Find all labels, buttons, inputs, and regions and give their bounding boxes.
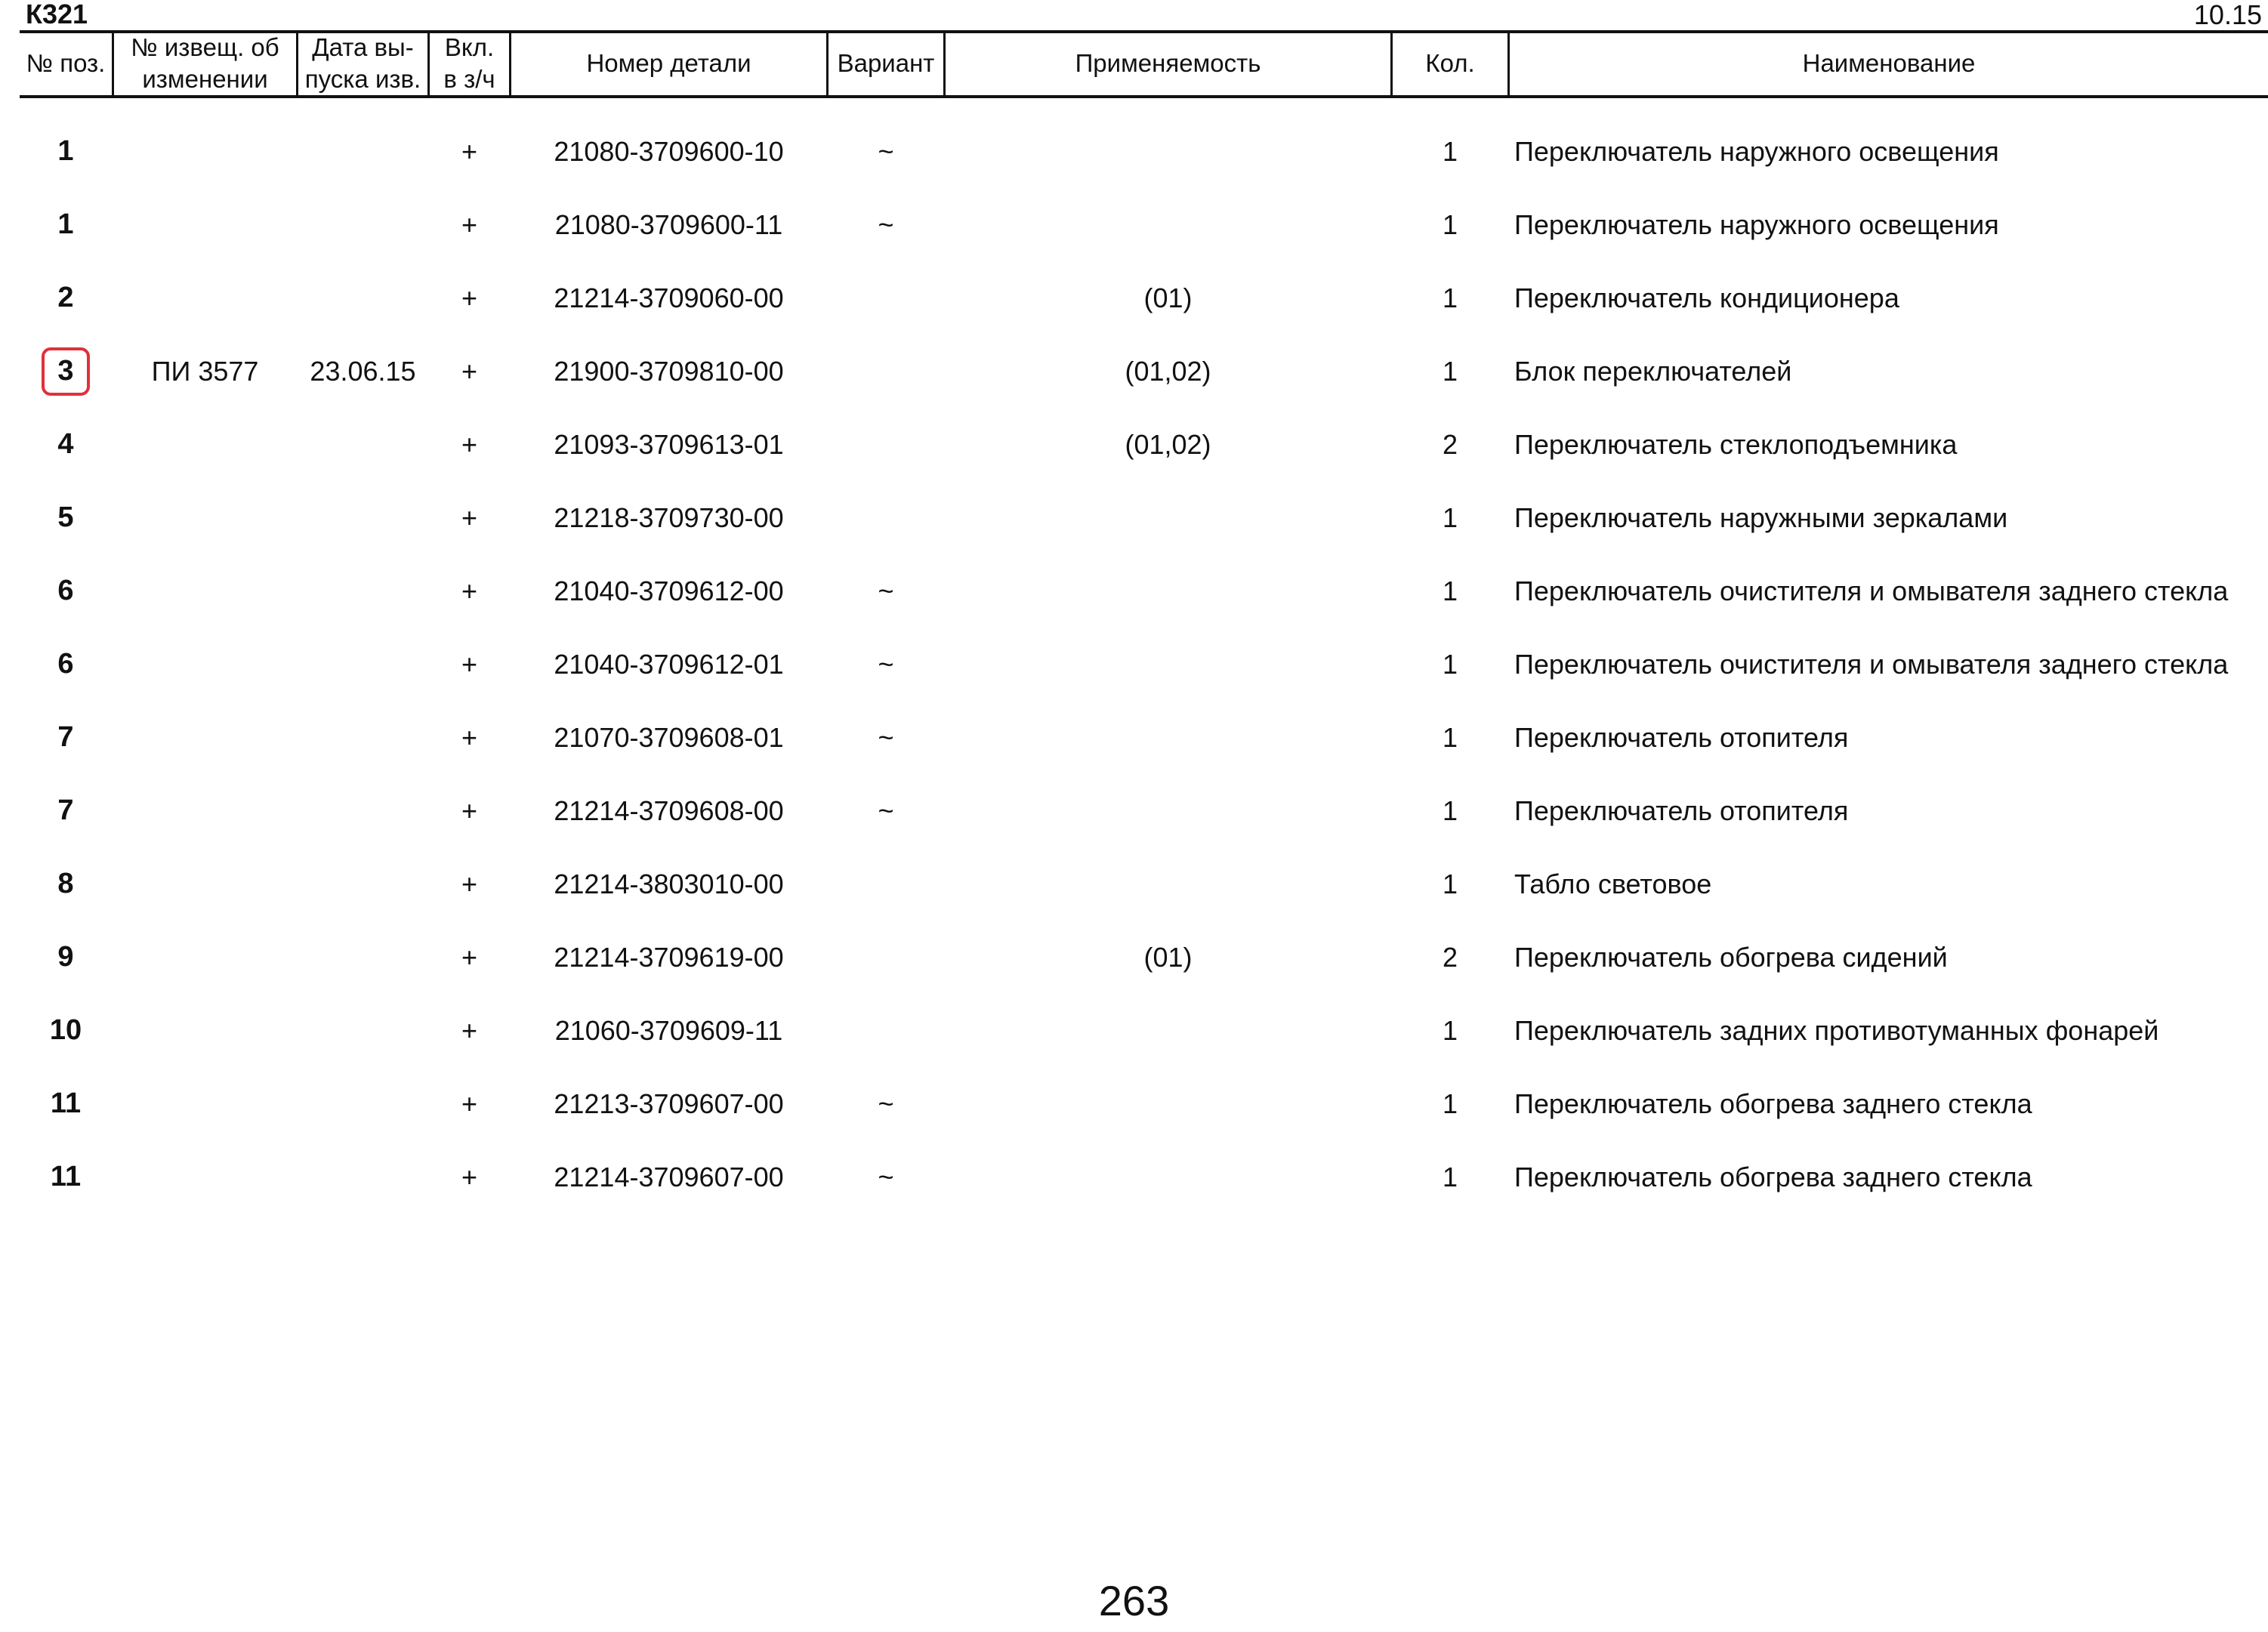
part-no-value: 21214-3709619-00 — [554, 941, 784, 973]
qty-value: 1 — [1442, 868, 1458, 899]
part-no-value: 21080-3709600-10 — [554, 135, 784, 167]
cell-notice — [114, 408, 296, 481]
included-value: + — [461, 1161, 478, 1192]
included-value: + — [461, 1087, 478, 1119]
qty-value: 2 — [1442, 428, 1458, 460]
table-row — [0, 408, 2268, 481]
cell-notice — [114, 701, 296, 774]
qty-value: 1 — [1442, 1161, 1458, 1192]
cell-applicability — [946, 188, 1390, 261]
cell-part-no — [511, 1067, 826, 1140]
cell-part-no — [511, 994, 826, 1067]
cell-variant — [829, 774, 943, 847]
cell-pos — [20, 994, 112, 1067]
cell-qty — [1393, 774, 1507, 847]
cell-qty — [1393, 188, 1507, 261]
variant-value: ~ — [878, 575, 894, 606]
cell-applicability — [946, 994, 1390, 1067]
cell-issue-date — [298, 921, 427, 994]
cell-notice — [114, 261, 296, 335]
pos-value: 10 — [49, 1014, 82, 1046]
cell-applicability — [946, 335, 1390, 408]
variant-value: ~ — [878, 135, 894, 167]
cell-issue-date — [298, 335, 427, 408]
table-row — [0, 701, 2268, 774]
cell-part-no — [511, 701, 826, 774]
cell-pos — [20, 1067, 112, 1140]
cell-applicability — [946, 921, 1390, 994]
included-value: + — [461, 282, 478, 313]
cell-included — [430, 921, 509, 994]
qty-value: 1 — [1442, 208, 1458, 240]
column-header-qty: Кол. — [1425, 49, 1475, 77]
cell-qty — [1393, 628, 1507, 701]
cell-issue-date — [298, 188, 427, 261]
cell-applicability — [946, 701, 1390, 774]
cell-pos — [20, 847, 112, 921]
variant-value: ~ — [878, 1087, 894, 1119]
name-value: Переключатель обогрева заднего стекла — [1514, 1161, 2032, 1192]
cell-qty — [1393, 554, 1507, 628]
pos-value: 7 — [57, 794, 74, 826]
cell-name — [1514, 921, 2266, 994]
cell-included — [430, 408, 509, 481]
included-value: + — [461, 941, 478, 973]
name-value: Переключатель обогрева заднего стекла — [1514, 1087, 2032, 1119]
cell-applicability — [946, 628, 1390, 701]
cell-issue-date — [298, 701, 427, 774]
table-header-bottom-rule — [20, 95, 2268, 98]
cell-qty — [1393, 335, 1507, 408]
cell-applicability — [946, 1140, 1390, 1214]
cell-pos — [20, 335, 112, 408]
part-no-value: 21214-3709607-00 — [554, 1161, 784, 1192]
cell-issue-date — [298, 554, 427, 628]
cell-issue-date — [298, 774, 427, 847]
name-value: Переключатель обогрева сидений — [1514, 941, 1948, 973]
included-value: + — [461, 135, 478, 167]
qty-value: 1 — [1442, 1014, 1458, 1046]
cell-included — [430, 188, 509, 261]
cell-applicability — [946, 261, 1390, 335]
cell-name — [1514, 481, 2266, 554]
pos-value: 7 — [57, 721, 74, 753]
cell-name — [1514, 994, 2266, 1067]
cell-notice — [114, 921, 296, 994]
pos-value: 6 — [57, 575, 74, 606]
cell-qty — [1393, 261, 1507, 335]
catalog-code: К321 — [26, 0, 88, 29]
cell-issue-date — [298, 408, 427, 481]
cell-part-no — [511, 408, 826, 481]
part-no-value: 21214-3709060-00 — [554, 282, 784, 313]
pos-value: 4 — [57, 428, 74, 460]
part-no-value: 21218-3709730-00 — [554, 501, 784, 533]
variant-value: ~ — [878, 721, 894, 753]
cell-notice — [114, 774, 296, 847]
name-value: Переключатель наружного освещения — [1514, 208, 1999, 240]
name-value: Переключатель наружными зеркалами — [1514, 501, 2008, 533]
name-value: Переключатель стеклоподъемника — [1514, 428, 1958, 460]
cell-issue-date — [298, 1067, 427, 1140]
cell-name — [1514, 408, 2266, 481]
cell-variant — [829, 335, 943, 408]
column-header-pos: № поз. — [26, 49, 106, 77]
part-no-value: 21214-3709608-00 — [554, 794, 784, 826]
part-no-value: 21040-3709612-00 — [554, 575, 784, 606]
table-row — [0, 994, 2268, 1067]
part-no-value: 21214-3803010-00 — [554, 868, 784, 899]
cell-notice — [114, 188, 296, 261]
cell-included — [430, 261, 509, 335]
qty-value: 1 — [1442, 355, 1458, 387]
part-no-value: 21040-3709612-01 — [554, 648, 784, 680]
cell-variant — [829, 408, 943, 481]
cell-name — [1514, 261, 2266, 335]
pos-value: 11 — [50, 1161, 82, 1192]
cell-part-no — [511, 847, 826, 921]
cell-included — [430, 1067, 509, 1140]
name-value: Переключатель кондиционера — [1514, 282, 1899, 313]
qty-value: 1 — [1442, 794, 1458, 826]
cell-included — [430, 847, 509, 921]
included-value: + — [461, 868, 478, 899]
cell-part-no — [511, 115, 826, 188]
applicability-value: (01) — [1143, 282, 1193, 313]
cell-applicability — [946, 554, 1390, 628]
cell-variant — [829, 921, 943, 994]
cell-part-no — [511, 1140, 826, 1214]
cell-pos — [20, 1140, 112, 1214]
cell-qty — [1393, 1140, 1507, 1214]
cell-variant — [829, 994, 943, 1067]
included-value: + — [461, 501, 478, 533]
table-row — [0, 628, 2268, 701]
cell-pos — [20, 115, 112, 188]
cell-name — [1514, 115, 2266, 188]
qty-value: 1 — [1442, 648, 1458, 680]
name-value: Переключатель задних противотуманных фонарей — [1514, 1014, 2159, 1046]
table-row — [0, 481, 2268, 554]
qty-value: 2 — [1442, 941, 1458, 973]
cell-part-no — [511, 628, 826, 701]
table-row — [0, 188, 2268, 261]
cell-variant — [829, 554, 943, 628]
table-row — [0, 261, 2268, 335]
cell-name — [1514, 701, 2266, 774]
included-value: + — [461, 208, 478, 240]
column-header-variant: Вариант — [837, 49, 935, 77]
pos-value: 5 — [57, 501, 74, 533]
column-header-name: Наименование — [1802, 49, 1976, 77]
cell-name — [1514, 847, 2266, 921]
pos-value: 9 — [57, 941, 74, 973]
variant-value: ~ — [878, 794, 894, 826]
cell-issue-date — [298, 847, 427, 921]
pos-value: 6 — [57, 648, 74, 680]
cell-qty — [1393, 994, 1507, 1067]
cell-variant — [829, 115, 943, 188]
cell-included — [430, 335, 509, 408]
table-row — [0, 1140, 2268, 1214]
cell-qty — [1393, 481, 1507, 554]
cell-issue-date — [298, 481, 427, 554]
name-value: Блок переключателей — [1514, 355, 1792, 387]
cell-part-no — [511, 188, 826, 261]
included-value: + — [461, 428, 478, 460]
cell-pos — [20, 554, 112, 628]
cell-included — [430, 1140, 509, 1214]
cell-name — [1514, 1140, 2266, 1214]
cell-included — [430, 628, 509, 701]
table-row — [0, 1067, 2268, 1140]
cell-included — [430, 554, 509, 628]
variant-value: ~ — [878, 1161, 894, 1192]
cell-name — [1514, 188, 2266, 261]
cell-pos — [20, 408, 112, 481]
cell-notice — [114, 335, 296, 408]
name-value: Переключатель наружного освещения — [1514, 135, 1999, 167]
included-value: + — [461, 648, 478, 680]
cell-issue-date — [298, 115, 427, 188]
cell-notice — [114, 1067, 296, 1140]
qty-value: 1 — [1442, 135, 1458, 167]
page-number: 263 — [1098, 1577, 1170, 1624]
cell-notice — [114, 847, 296, 921]
cell-included — [430, 481, 509, 554]
cell-part-no — [511, 261, 826, 335]
cell-qty — [1393, 847, 1507, 921]
part-no-value: 21093-3709613-01 — [554, 428, 784, 460]
cell-issue-date — [298, 261, 427, 335]
name-value: Переключатель отопителя — [1514, 721, 1849, 753]
pos-value: 1 — [57, 135, 74, 167]
table-row — [0, 847, 2268, 921]
pos-value: 11 — [50, 1087, 82, 1119]
cell-notice — [114, 628, 296, 701]
cell-name — [1514, 335, 2266, 408]
part-no-value: 21900-3709810-00 — [554, 355, 784, 387]
cell-qty — [1393, 921, 1507, 994]
cell-applicability — [946, 847, 1390, 921]
cell-pos — [20, 774, 112, 847]
table-row — [0, 554, 2268, 628]
part-no-value: 21070-3709608-01 — [554, 721, 784, 753]
pos-value: 1 — [57, 208, 74, 240]
cell-variant — [829, 481, 943, 554]
catalog-date: 10.15 — [2193, 0, 2262, 30]
cell-variant — [829, 188, 943, 261]
cell-part-no — [511, 335, 826, 408]
name-value: Переключатель очистителя и омывателя заднего стекла — [1514, 648, 2229, 680]
table-row — [0, 115, 2268, 188]
cell-name — [1514, 554, 2266, 628]
column-header-applicability: Применяемость — [1075, 49, 1261, 77]
cell-applicability — [946, 408, 1390, 481]
cell-part-no — [511, 481, 826, 554]
cell-part-no — [511, 774, 826, 847]
part-no-value: 21060-3709609-11 — [554, 1014, 783, 1046]
cell-variant — [829, 847, 943, 921]
column-header-part-no: Номер детали — [586, 49, 751, 77]
qty-value: 1 — [1442, 721, 1458, 753]
cell-pos — [20, 921, 112, 994]
cell-notice — [114, 115, 296, 188]
cell-part-no — [511, 921, 826, 994]
cell-applicability — [946, 1067, 1390, 1140]
cell-issue-date — [298, 994, 427, 1067]
cell-variant — [829, 701, 943, 774]
cell-variant — [829, 628, 943, 701]
table-row — [0, 335, 2268, 408]
issue-date-value: 23.06.15 — [310, 355, 416, 387]
variant-value: ~ — [878, 648, 894, 680]
included-value: + — [461, 721, 478, 753]
cell-applicability — [946, 774, 1390, 847]
cell-applicability — [946, 481, 1390, 554]
cell-issue-date — [298, 628, 427, 701]
cell-notice — [114, 481, 296, 554]
cell-part-no — [511, 554, 826, 628]
pos-value: 2 — [57, 282, 74, 313]
included-value: + — [461, 1014, 478, 1046]
cell-variant — [829, 1067, 943, 1140]
cell-pos — [20, 481, 112, 554]
column-header-issue-date: Дата вы- пуска изв. — [304, 33, 421, 93]
cell-qty — [1393, 701, 1507, 774]
part-no-value: 21213-3709607-00 — [554, 1087, 784, 1119]
cell-notice — [114, 554, 296, 628]
cell-included — [430, 774, 509, 847]
part-no-value: 21080-3709600-11 — [554, 208, 783, 240]
cell-name — [1514, 1067, 2266, 1140]
cell-pos — [20, 628, 112, 701]
table-row — [0, 921, 2268, 994]
included-value: + — [461, 794, 478, 826]
cell-qty — [1393, 408, 1507, 481]
cell-pos — [20, 261, 112, 335]
column-header-included: Вкл. в з/ч — [443, 33, 495, 93]
cell-qty — [1393, 1067, 1507, 1140]
cell-included — [430, 701, 509, 774]
cell-notice — [114, 994, 296, 1067]
name-value: Табло световое — [1514, 868, 1712, 899]
qty-value: 1 — [1442, 1087, 1458, 1119]
column-header-notice: № извещ. об изменении — [131, 33, 279, 93]
cell-pos — [20, 188, 112, 261]
cell-pos — [20, 701, 112, 774]
applicability-value: (01) — [1143, 941, 1193, 973]
cell-variant — [829, 261, 943, 335]
included-value: + — [461, 575, 478, 606]
cell-name — [1514, 774, 2266, 847]
highlighted-pos-value: 3 — [42, 347, 90, 396]
cell-issue-date — [298, 1140, 427, 1214]
cell-name — [1514, 628, 2266, 701]
page-header — [26, 0, 2262, 30]
qty-value: 1 — [1442, 501, 1458, 533]
variant-value: ~ — [878, 208, 894, 240]
cell-included — [430, 115, 509, 188]
name-value: Переключатель очистителя и омывателя заднего стекла — [1514, 575, 2229, 606]
name-value: Переключатель отопителя — [1514, 794, 1849, 826]
applicability-value: (01,02) — [1125, 355, 1211, 387]
included-value: + — [461, 355, 478, 387]
table-row — [0, 774, 2268, 847]
cell-included — [430, 994, 509, 1067]
pos-value: 8 — [57, 868, 74, 899]
qty-value: 1 — [1442, 575, 1458, 606]
qty-value: 1 — [1442, 282, 1458, 313]
cell-notice — [114, 1140, 296, 1214]
cell-applicability — [946, 115, 1390, 188]
notice-value: ПИ 3577 — [151, 355, 259, 387]
cell-variant — [829, 1140, 943, 1214]
applicability-value: (01,02) — [1125, 428, 1211, 460]
cell-qty — [1393, 115, 1507, 188]
